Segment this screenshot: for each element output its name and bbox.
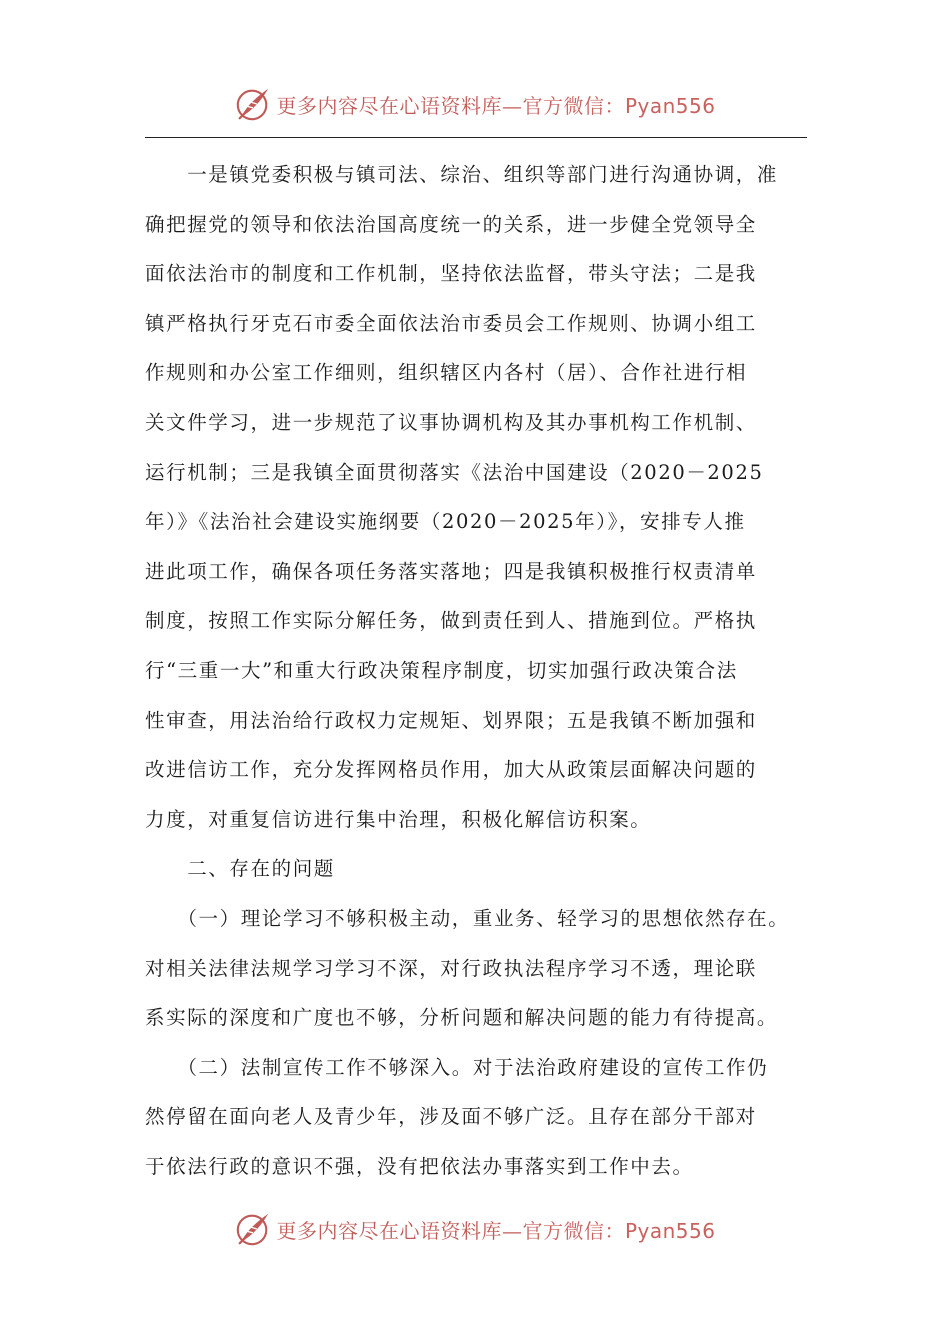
footer-banner-text	[276, 1215, 715, 1244]
text-line: 改进信访工作，充分发挥网格员作用，加大从政策层面解决问题的	[145, 758, 757, 782]
text-line: 对相关法律法规学习学习不深，对行政执法程序学习不透，理论联	[145, 956, 757, 980]
text-line: 一是镇党委积极与镇司法、综治、组织等部门进行沟通协调，准	[145, 163, 779, 186]
header-divider	[145, 137, 807, 138]
text-line: 面依法治市的制度和工作机制，坚持依法监督，带头守法；二是我	[145, 262, 757, 286]
header-watermark-banner	[0, 82, 950, 126]
header-banner-main: 更多内容尽在心语资料库	[276, 93, 502, 118]
text-line: （二）法制宣传工作不够深入。对于法治政府建设的宣传工作仍	[145, 1055, 769, 1079]
footer-watermark-banner	[0, 1207, 950, 1251]
text-line: 于依法行政的意识不强，没有把依法办事落实到工作中去。	[145, 1154, 694, 1178]
text-line: 行“三重一大”和重大行政决策程序制度，切实加强行政决策合法	[145, 658, 738, 682]
text-line: 关文件学习，进一步规范了议事协调机构及其办事机构工作机制、	[145, 410, 757, 434]
text-line: 性审查，用法治给行政权力定规矩、划界限；五是我镇不断加强和	[145, 708, 757, 732]
header-banner-dash: —	[501, 93, 523, 118]
document-body	[145, 150, 825, 1191]
text-line: （一）理论学习不够积极主动，重业务、轻学习的思想依然存在。	[145, 906, 790, 930]
text-line: 制度，按照工作实际分解任务，做到责任到人、措施到位。严格执	[145, 609, 757, 633]
header-banner-text	[276, 90, 715, 119]
text-line: 运行机制；三是我镇全面贯彻落实《法治中国建设（2020－2025	[145, 460, 764, 484]
text-line: 然停留在面向老人及青少年，涉及面不够广泛。且存在部分干部对	[145, 1105, 757, 1129]
quill-logo-icon	[234, 85, 272, 123]
text-line: 力度，对重复信访进行集中治理，积极化解信访积案。	[145, 807, 652, 831]
text-line: 年）》《法治社会建设实施纲要（2020－2025年）》，安排专人推	[145, 510, 746, 534]
quill-logo-icon	[234, 1210, 272, 1248]
text-line: 作规则和办公室工作细则，组织辖区内各村（居）、合作社进行相	[145, 361, 748, 385]
section-heading: 二、存在的问题	[145, 857, 335, 881]
footer-banner-contact: 官方微信：Pyan556	[522, 1218, 716, 1243]
text-line: 进此项工作，确保各项任务落实落地；四是我镇积极推行权责清单	[145, 559, 757, 583]
footer-banner-dash: —	[501, 1218, 523, 1243]
header-banner-contact: 官方微信：Pyan556	[522, 93, 716, 118]
footer-banner-main: 更多内容尽在心语资料库	[276, 1218, 502, 1243]
text-line: 确把握党的领导和依法治国高度统一的关系，进一步健全党领导全	[145, 212, 757, 236]
text-line: 系实际的深度和广度也不够，分析问题和解决问题的能力有待提高。	[145, 1006, 779, 1030]
text-line: 镇严格执行牙克石市委全面依法治市委员会工作规则、协调小组工	[145, 311, 757, 335]
